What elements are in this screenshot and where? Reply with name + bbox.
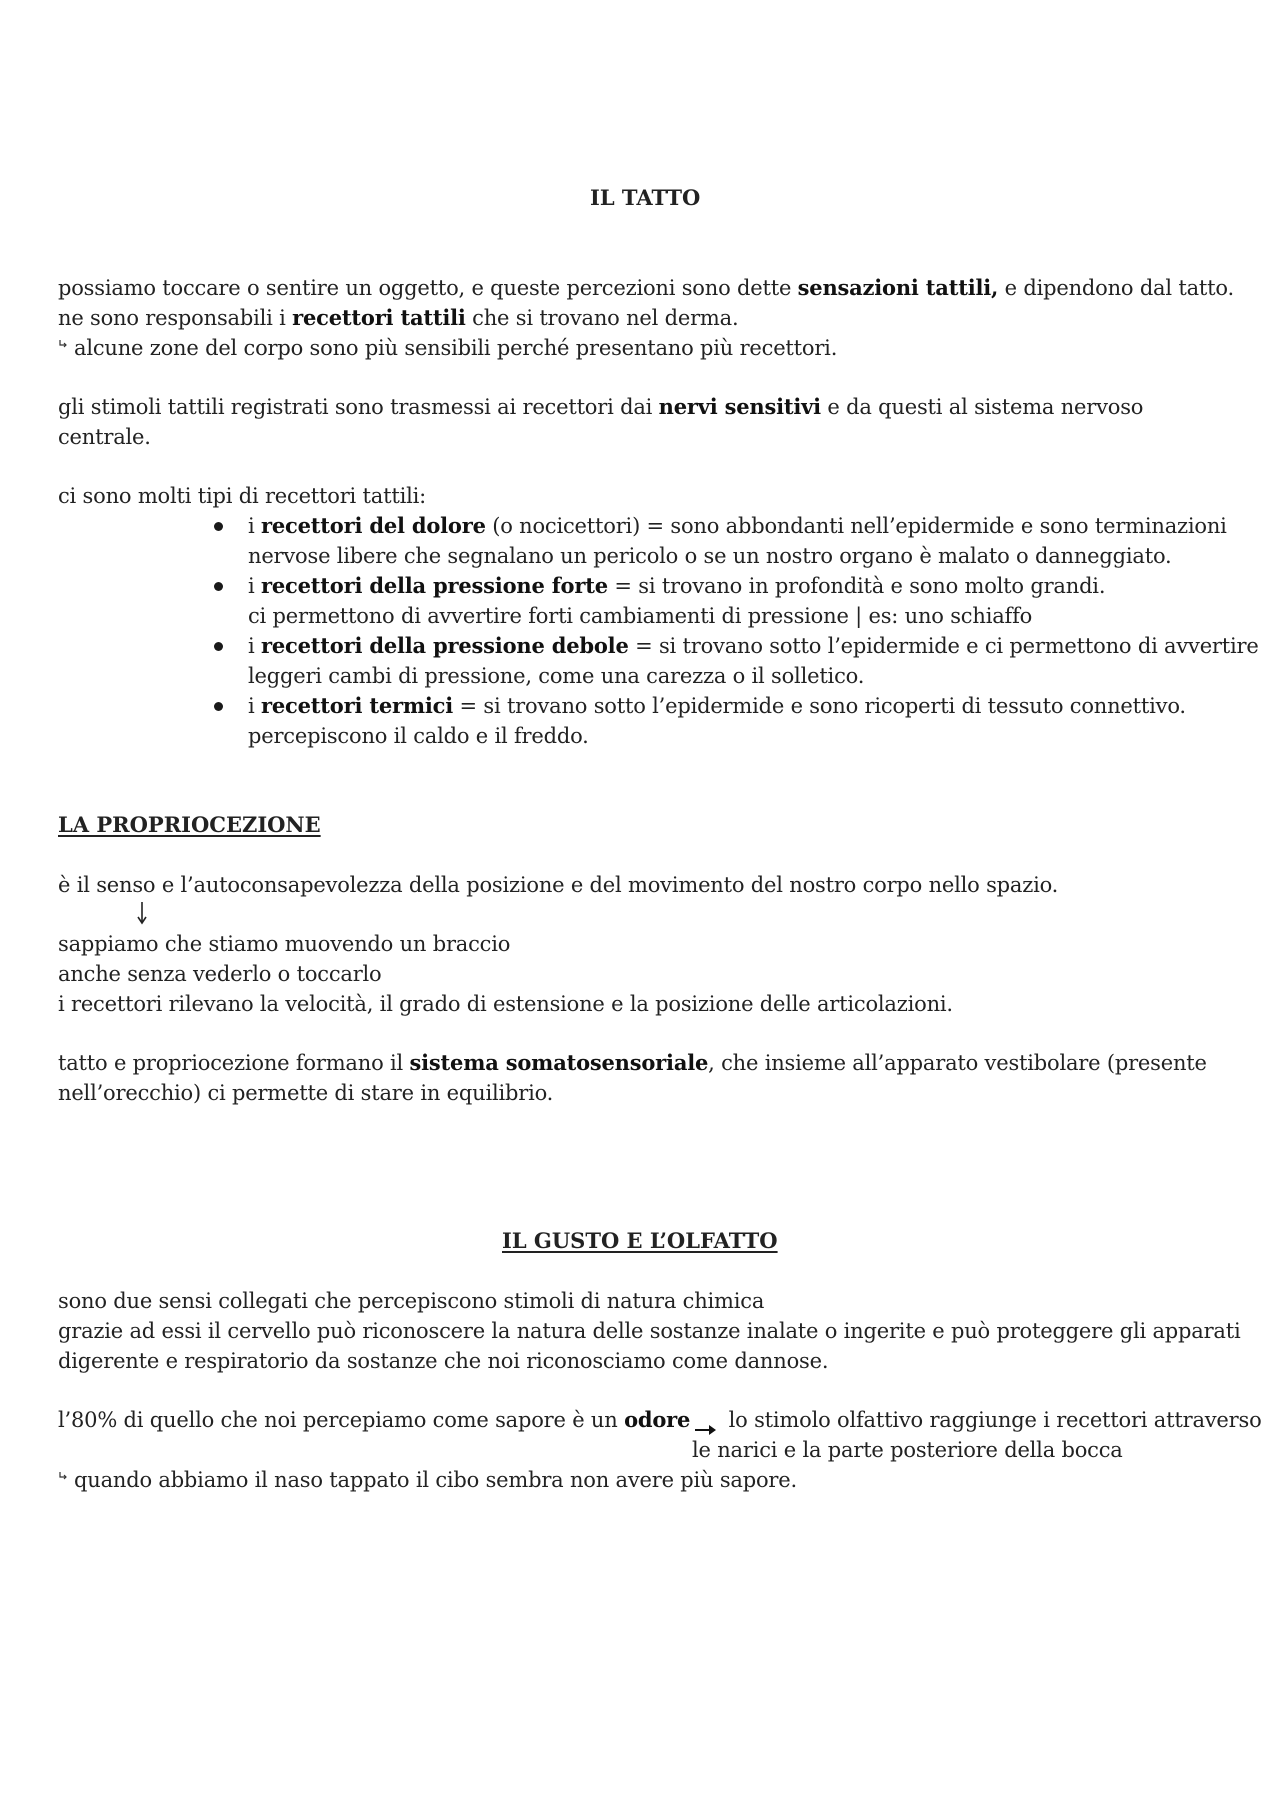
- bold-term: recettori termici: [261, 693, 454, 718]
- proprio-paragraph-2: sappiamo che stiamo muovendo un braccio: [58, 932, 511, 956]
- text-segment: ne sono responsabili i: [58, 306, 293, 330]
- text-segment: , che insieme all’apparato vestibolare (presente: [708, 1051, 1207, 1075]
- tatto-paragraph-2: [58, 303, 738, 333]
- gusto-paragraph-4: [58, 1405, 1262, 1435]
- proprio-paragraph-5: [58, 1048, 1207, 1078]
- tatto-paragraph-4-cont: centrale.: [58, 425, 151, 449]
- text-segment: = si trovano sotto l’epidermide e ci permettono di avvertire: [628, 634, 1259, 658]
- bold-term: sensazioni tattili,: [797, 275, 999, 300]
- bullet-icon: [214, 582, 223, 591]
- list-item: [248, 631, 1259, 661]
- curved-arrow-icon: [58, 345, 68, 355]
- text-segment: tatto e propriocezione formano il: [58, 1051, 410, 1075]
- bullet-icon: [214, 642, 223, 651]
- proprio-paragraph-1: è il senso e l’autoconsapevolezza della posizione e del movimento del nostro corpo nello spazio.: [58, 873, 1059, 897]
- bold-term: sistema somatosensoriale: [409, 1050, 709, 1075]
- tatto-paragraph-1: [58, 273, 1234, 303]
- bold-term: recettori della pressione forte: [261, 573, 608, 598]
- list-item: [248, 511, 1227, 541]
- text-segment: i: [248, 694, 261, 718]
- bold-term: odore: [624, 1407, 691, 1432]
- right-arrow-icon: [694, 1415, 718, 1429]
- section-title-gusto-olfatto: IL GUSTO E L’OLFATTO: [502, 1228, 778, 1253]
- section-title-tatto: IL TATTO: [590, 185, 701, 210]
- text-segment: i: [248, 574, 261, 598]
- text-segment: che si trovano nel derma.: [465, 306, 739, 330]
- proprio-paragraph-5-cont: nell’orecchio) ci permette di stare in equilibrio.: [58, 1081, 554, 1105]
- tatto-paragraph-4: [58, 392, 1143, 422]
- list-item: [248, 571, 1105, 601]
- bold-term: recettori della pressione debole: [261, 633, 629, 658]
- text-segment: possiamo toccare o sentire un oggetto, e queste percezioni sono dette: [58, 276, 798, 300]
- text-segment: i: [248, 634, 261, 658]
- list-item-cont: ci permettono di avvertire forti cambiamenti di pressione | es: uno schiaffo: [248, 604, 1033, 628]
- text-segment: i: [248, 514, 261, 538]
- text-segment: (o nocicettori) = sono abbondanti nell’epidermide e sono terminazioni: [485, 514, 1227, 538]
- text-segment: = si trovano in profondità e sono molto grandi.: [607, 574, 1106, 598]
- bullet-icon: [214, 522, 223, 531]
- text-segment: = si trovano sotto l’epidermide e sono ricoperti di tessuto connettivo.: [453, 694, 1186, 718]
- text-segment: l’80% di quello che noi percepiamo come sapore è un: [58, 1408, 625, 1432]
- text-segment: gli stimoli tattili registrati sono trasmessi ai recettori dai: [58, 395, 659, 419]
- list-item-cont: leggeri cambi di pressione, come una carezza o il solletico.: [248, 664, 865, 688]
- tatto-paragraph-5: ci sono molti tipi di recettori tattili:: [58, 484, 427, 508]
- curved-arrow-icon: [58, 1477, 68, 1487]
- bullet-icon: [214, 702, 223, 711]
- text-segment: alcune zone del corpo sono più sensibili perché presentano più recettori.: [74, 336, 838, 360]
- proprio-paragraph-4: i recettori rilevano la velocità, il grado di estensione e la posizione delle articolazioni.: [58, 992, 953, 1016]
- gusto-paragraph-5: [58, 1465, 797, 1495]
- list-item-cont: nervose libere che segnalano un pericolo o se un nostro organo è malato o danneggiato.: [248, 544, 1172, 568]
- text-segment: e da questi al sistema nervoso: [820, 395, 1144, 419]
- gusto-paragraph-1: sono due sensi collegati che percepiscono stimoli di natura chimica: [58, 1289, 765, 1313]
- tatto-paragraph-3: [58, 333, 837, 363]
- gusto-paragraph-4-cont: le narici e la parte posteriore della bocca: [692, 1438, 1123, 1462]
- text-segment: quando abbiamo il naso tappato il cibo sembra non avere più sapore.: [74, 1468, 797, 1492]
- text-segment: e dipendono dal tatto.: [998, 276, 1234, 300]
- list-item: [248, 691, 1186, 721]
- section-title-propriocezione: LA PROPRIOCEZIONE: [58, 812, 321, 837]
- bold-term: recettori del dolore: [261, 513, 486, 538]
- bold-term: recettori tattili: [292, 305, 466, 330]
- gusto-paragraph-3: digerente e respiratorio da sostanze che noi riconosciamo come dannose.: [58, 1349, 829, 1373]
- list-item-cont: percepiscono il caldo e il freddo.: [248, 724, 589, 748]
- bold-term: nervi sensitivi: [658, 394, 821, 419]
- down-arrow-icon: [135, 900, 149, 926]
- text-segment: lo stimolo olfattivo raggiunge i recettori attraverso: [722, 1408, 1262, 1432]
- proprio-paragraph-3: anche senza vederlo o toccarlo: [58, 962, 382, 986]
- gusto-paragraph-2: grazie ad essi il cervello può riconoscere la natura delle sostanze inalate o ingerite e può proteggere gli apparati: [58, 1319, 1241, 1343]
